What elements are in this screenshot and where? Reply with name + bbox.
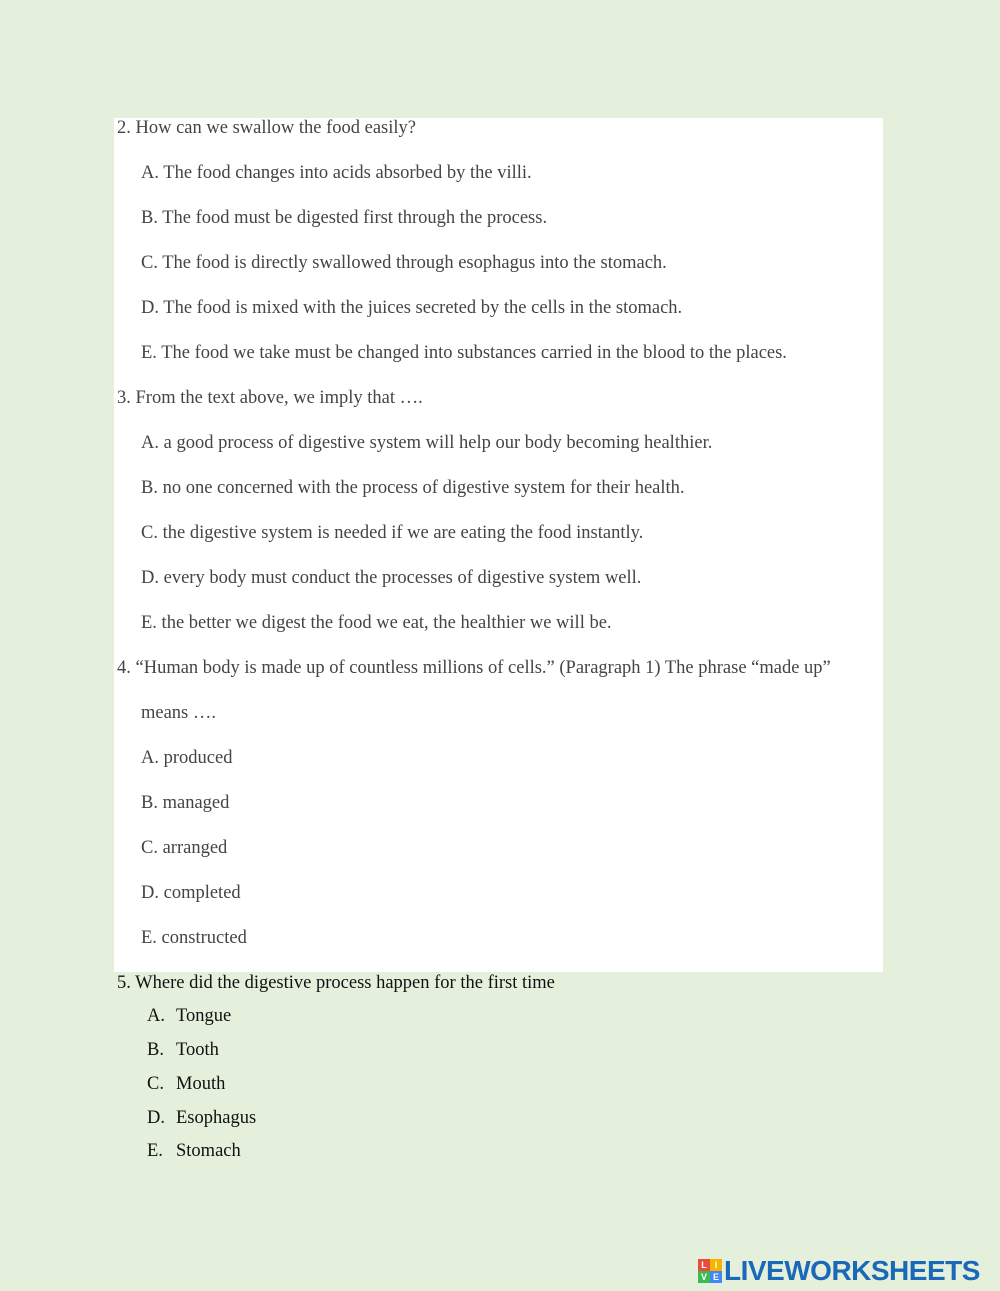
question-2-option-b: B. The food must be digested first through the process. <box>141 208 548 228</box>
logo-icon-letter-e: E <box>710 1271 722 1283</box>
option-text: Tooth <box>176 1040 219 1060</box>
option-letter: E. <box>147 1141 163 1161</box>
question-3-option-a: A. a good process of digestive system will help our body becoming healthier. <box>141 433 713 453</box>
question-2-option-d: D. The food is mixed with the juices secreted by the cells in the stomach. <box>141 298 683 318</box>
option-letter: D. <box>147 1108 165 1128</box>
liveworksheets-logo[interactable] <box>698 1256 980 1286</box>
logo-icon-letter-v: V <box>698 1271 710 1283</box>
question-4-stem: 4. “Human body is made up of countless millions of cells.” (Paragraph 1) The phrase “made up” <box>117 658 831 678</box>
question-3-option-e: E. the better we digest the food we eat, the healthier we will be. <box>141 613 612 633</box>
logo-icon-letter-l: L <box>698 1259 710 1271</box>
question-3-option-d: D. every body must conduct the processes of digestive system well. <box>141 568 642 588</box>
question-4-option-e: E. constructed <box>141 928 247 948</box>
logo-icon-letter-i: I <box>710 1259 722 1271</box>
option-letter: B. <box>147 1040 164 1060</box>
question-3-option-c: C. the digestive system is needed if we are eating the food instantly. <box>141 523 644 543</box>
option-text: Tongue <box>176 1006 232 1026</box>
question-4-option-d: D. completed <box>141 883 241 903</box>
question-2-option-a: A. The food changes into acids absorbed by the villi. <box>141 163 532 183</box>
liveworksheets-logo-icon <box>698 1259 722 1283</box>
option-text: Stomach <box>176 1141 241 1161</box>
question-3-option-b: B. no one concerned with the process of digestive system for their health. <box>141 478 685 498</box>
question-3-stem: 3. From the text above, we imply that …. <box>117 388 423 408</box>
option-text: Esophagus <box>176 1108 257 1128</box>
option-letter: C. <box>147 1074 164 1094</box>
question-4-option-b: B. managed <box>141 793 230 813</box>
liveworksheets-logo-text: LIVEWORKSHEETS <box>724 1255 980 1286</box>
question-2-option-e: E. The food we take must be changed into substances carried in the blood to the places. <box>141 343 787 363</box>
question-4-option-c: C. arranged <box>141 838 228 858</box>
question-2-stem: 2. How can we swallow the food easily? <box>117 118 416 138</box>
option-text: Mouth <box>176 1074 226 1094</box>
question-panel <box>114 118 883 972</box>
question-5-stem: 5. Where did the digestive process happen for the first time <box>117 973 555 993</box>
question-2-option-c: C. The food is directly swallowed through esophagus into the stomach. <box>141 253 667 273</box>
question-4-stem-continued: means …. <box>141 703 217 723</box>
option-letter: A. <box>147 1006 165 1026</box>
question-4-option-a: A. produced <box>141 748 233 768</box>
